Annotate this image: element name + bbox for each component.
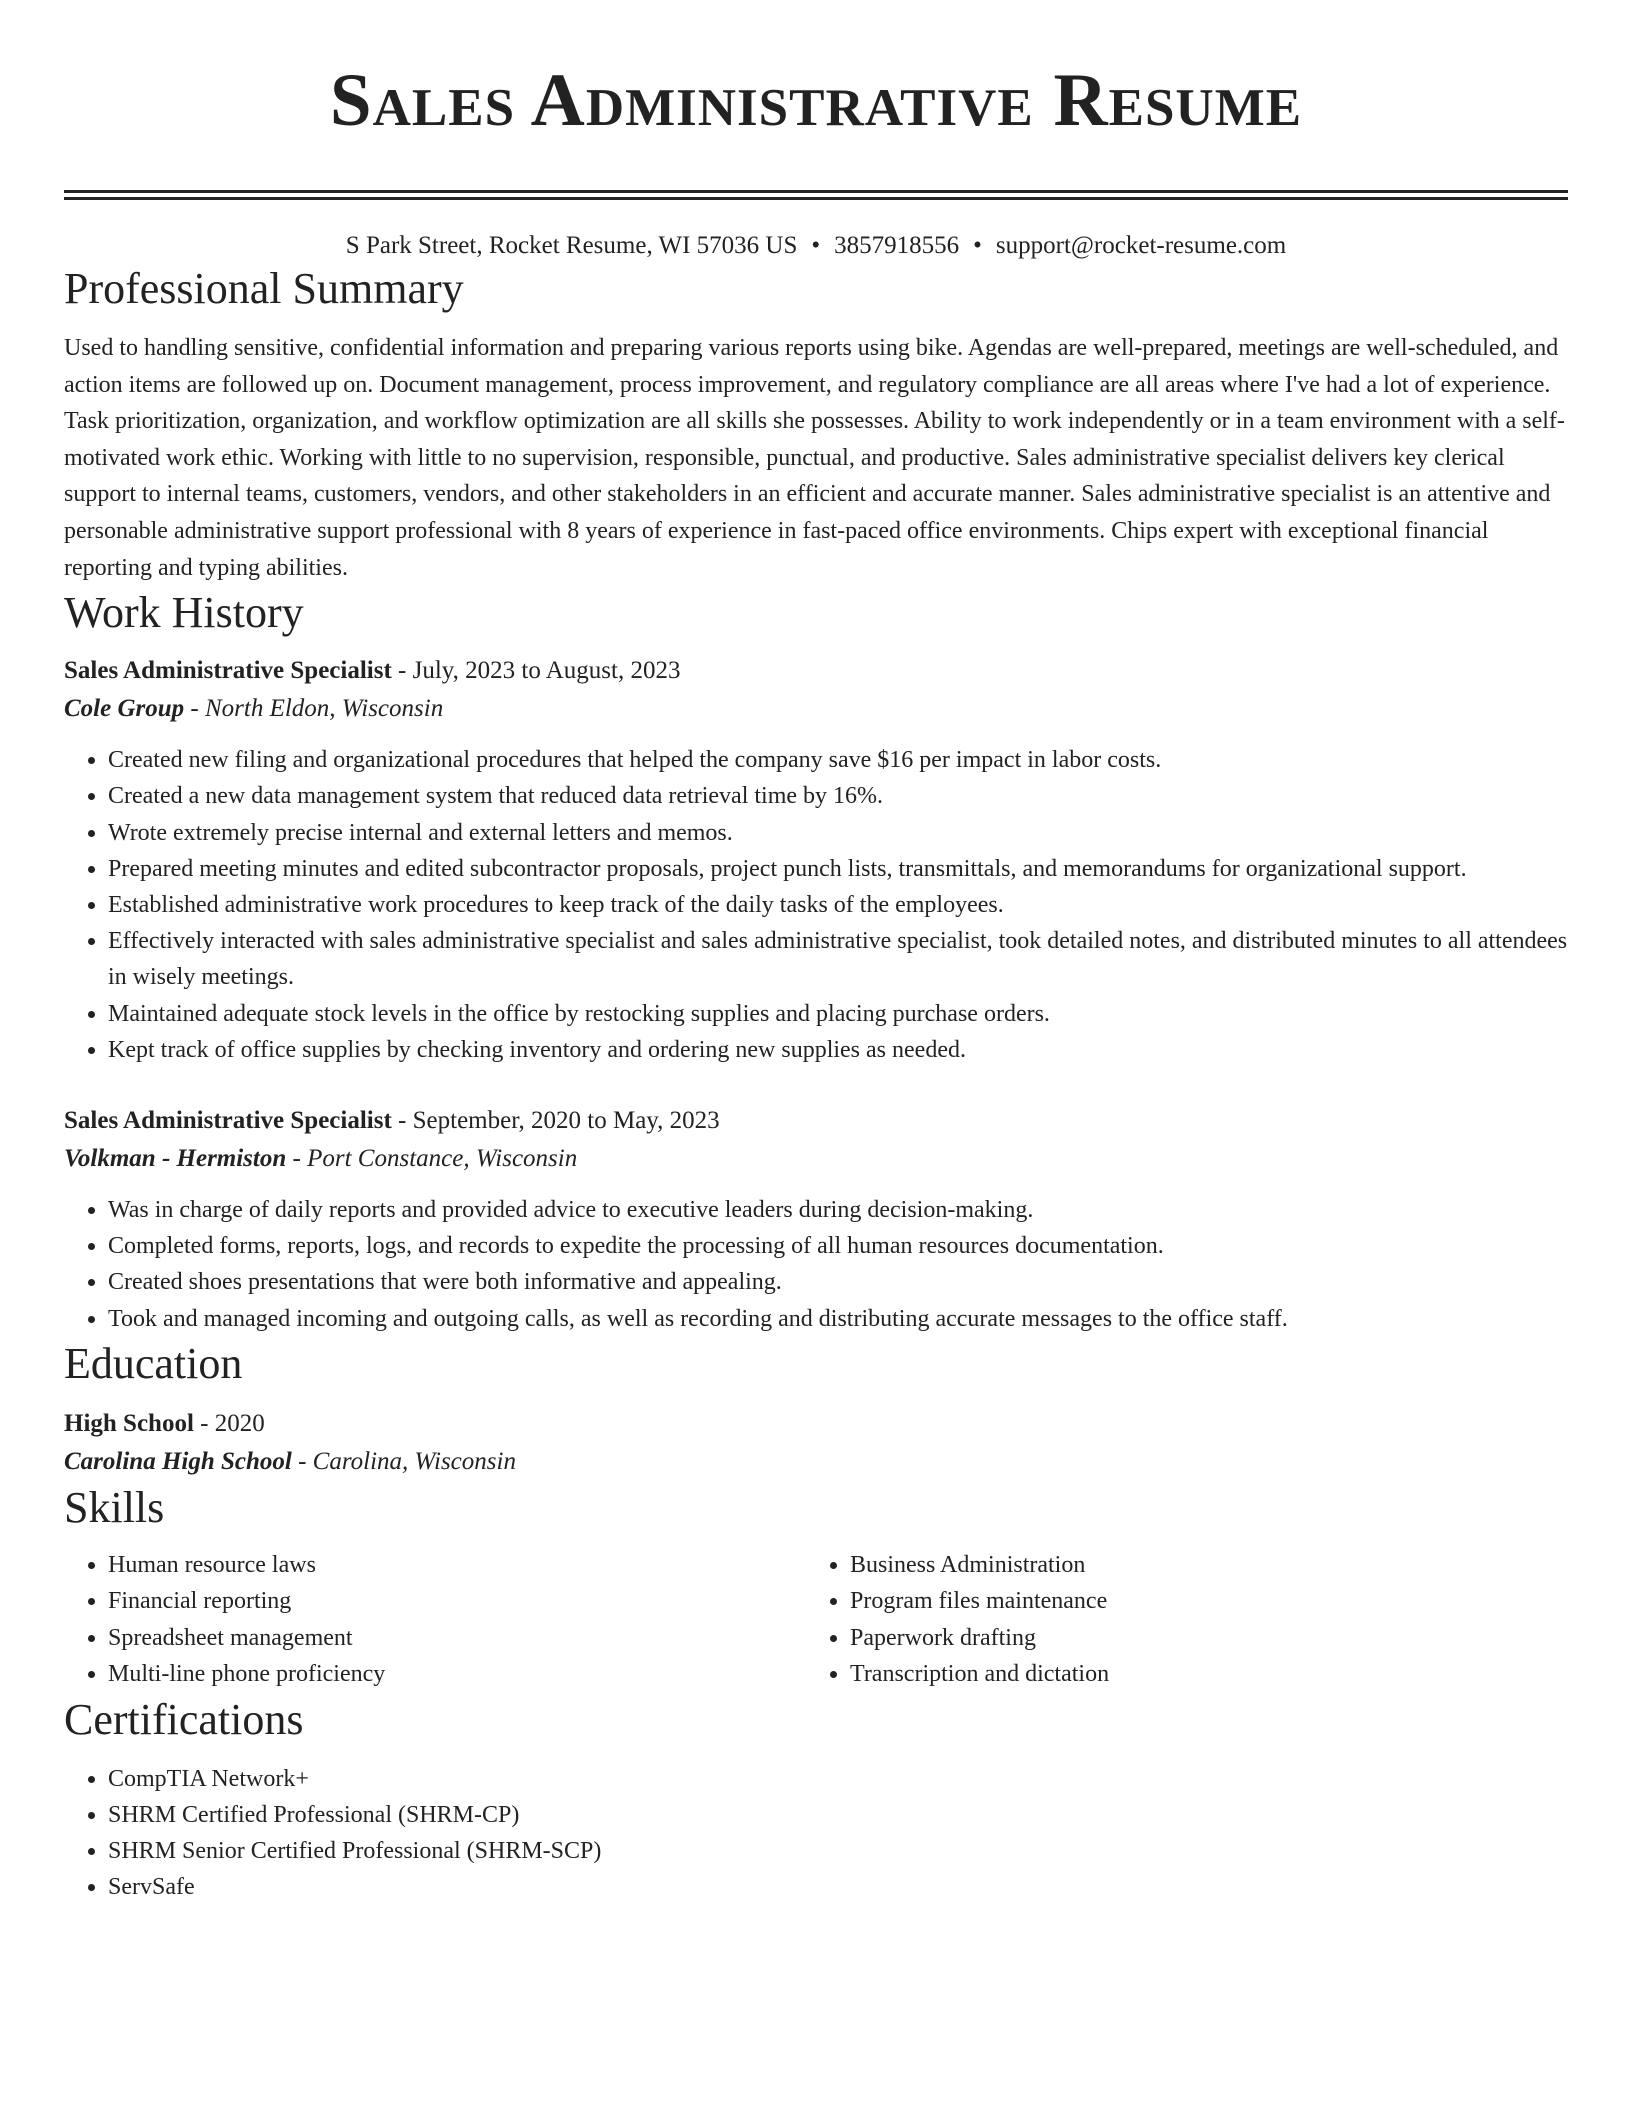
education-degree: High School (64, 1409, 194, 1437)
job-dates: - September, 2020 to May, 2023 (391, 1106, 720, 1134)
job-bullet: • Completed forms, reports, logs, and records to expedite the processing of all human resources documentation. (108, 1228, 1568, 1264)
contact-separator: • (973, 232, 982, 259)
education-year: - 2020 (193, 1409, 265, 1437)
skills-list-right (806, 1547, 1548, 1693)
job-dates: - July, 2023 to August, 2023 (391, 657, 681, 685)
job-bullet: • Established administrative work procedures to keep track of the daily tasks of the employees. (108, 887, 1568, 923)
skill-item: • Human resource laws (108, 1547, 806, 1584)
job-location: - North Eldon, Wisconsin (184, 695, 444, 723)
title-double-rule (64, 190, 1568, 200)
job-bullets (64, 1192, 1568, 1337)
job-title-line (64, 652, 1568, 690)
job-bullets (64, 742, 1568, 1068)
job-title: Sales Administrative Specialist (64, 1106, 392, 1134)
job-company-line (64, 690, 1568, 728)
job-company: Cole Group (64, 695, 185, 723)
job-bullet: • Took and managed incoming and outgoing calls, as well as recording and distributing accurate messages to the office staff. (108, 1301, 1568, 1337)
skills-heading: Skills (64, 1482, 165, 1532)
job-bullet: • Created new filing and organizational procedures that helped the company save $16 per impact in labor costs. (108, 742, 1568, 778)
job-bullet: • Maintained adequate stock levels in the office by restocking supplies and placing purchase orders. (108, 996, 1568, 1032)
job-bullet: • Kept track of office supplies by checking inventory and ordering new supplies as needed. (108, 1032, 1568, 1068)
job-title: Sales Administrative Specialist (64, 657, 392, 685)
certification-item: • ServSafe (108, 1869, 1568, 1905)
job-company-line (64, 1140, 1568, 1178)
contact-separator: • (811, 232, 821, 259)
skill-item: • Financial reporting (108, 1583, 806, 1620)
resume-title: Sales Administrative Resume (329, 59, 1303, 142)
contact-address: S Park Street, Rocket Resume, WI 57036 US (345, 232, 798, 259)
job-location: - Port Constance, Wisconsin (286, 1144, 578, 1172)
job-title-line (64, 1102, 1568, 1140)
summary-text: Used to handling sensitive, confidential information and preparing various reports using bike. Agendas are well-prepared, meetings are well-scheduled, and action items are followed up on. Document management, process improvement, and regulatory compliance are all areas where I've had a lot of experience. Task prioritization, organization, and workflow optimization are all skills she possesses. Ability to work independently or in a team environment with a self-motivated work ethic. Working with little to no supervision, responsible, punctual, and productive. Sales administrative specialist delivers key clerical support to internal teams, customers, vendors, and other stakeholders in an efficient and accurate manner. Sales administrative specialist is an attentive and personable administrative support professional with 8 years of experience in fast-paced office environments. Chips expert with exceptional financial reporting and typing abilities. (64, 335, 1565, 581)
job-company: Volkman - Hermiston (64, 1144, 287, 1172)
job-bullet: • Was in charge of daily reports and provided advice to executive leaders during decision-making. (108, 1192, 1568, 1228)
certification-item: • SHRM Certified Professional (SHRM-CP) (108, 1797, 1568, 1833)
contact-line (64, 230, 1568, 262)
summary-heading: Professional Summary (64, 264, 464, 313)
skill-item: • Spreadsheet management (108, 1620, 806, 1657)
job-bullet: • Effectively interacted with sales administrative specialist and sales administrative specialist, took detailed notes, and distributed minutes to all attendees in wisely meetings. (108, 923, 1568, 995)
contact-email: support@rocket-resume.com (995, 232, 1287, 259)
skill-item: • Transcription and dictation (850, 1656, 1548, 1693)
certifications-list (64, 1761, 1568, 1906)
certification-item: • SHRM Senior Certified Professional (SHRM-SCP) (108, 1833, 1568, 1869)
education-school-line (64, 1443, 1568, 1481)
work-history-heading: Work History (64, 588, 304, 638)
skills-columns (64, 1547, 1568, 1693)
job-bullet: • Created a new data management system that reduced data retrieval time by 16%. (108, 778, 1568, 814)
education-school: Carolina High School (64, 1447, 292, 1475)
skill-item: • Program files maintenance (850, 1583, 1548, 1620)
contact-phone: 3857918556 (834, 232, 960, 259)
job-entry (64, 1102, 1568, 1337)
skills-list-left (64, 1547, 806, 1693)
job-bullet: • Wrote extremely precise internal and external letters and memos. (108, 815, 1568, 851)
certification-item: • CompTIA Network+ (108, 1761, 1568, 1797)
education-degree-line (64, 1405, 1568, 1443)
education-entry (64, 1405, 1568, 1481)
job-bullet: • Prepared meeting minutes and edited subcontractor proposals, project punch lists, transmittals, and memorandums for organizational support. (108, 851, 1568, 887)
education-heading: Education (64, 1338, 243, 1388)
education-location: - Carolina, Wisconsin (291, 1447, 516, 1475)
job-bullet: • Created shoes presentations that were both informative and appealing. (108, 1264, 1568, 1300)
skill-item: • Multi-line phone proficiency (108, 1656, 806, 1693)
certifications-heading: Certifications (64, 1694, 304, 1744)
job-entry (64, 652, 1568, 1068)
skill-item: • Paperwork drafting (850, 1620, 1548, 1657)
skill-item: • Business Administration (850, 1547, 1548, 1584)
